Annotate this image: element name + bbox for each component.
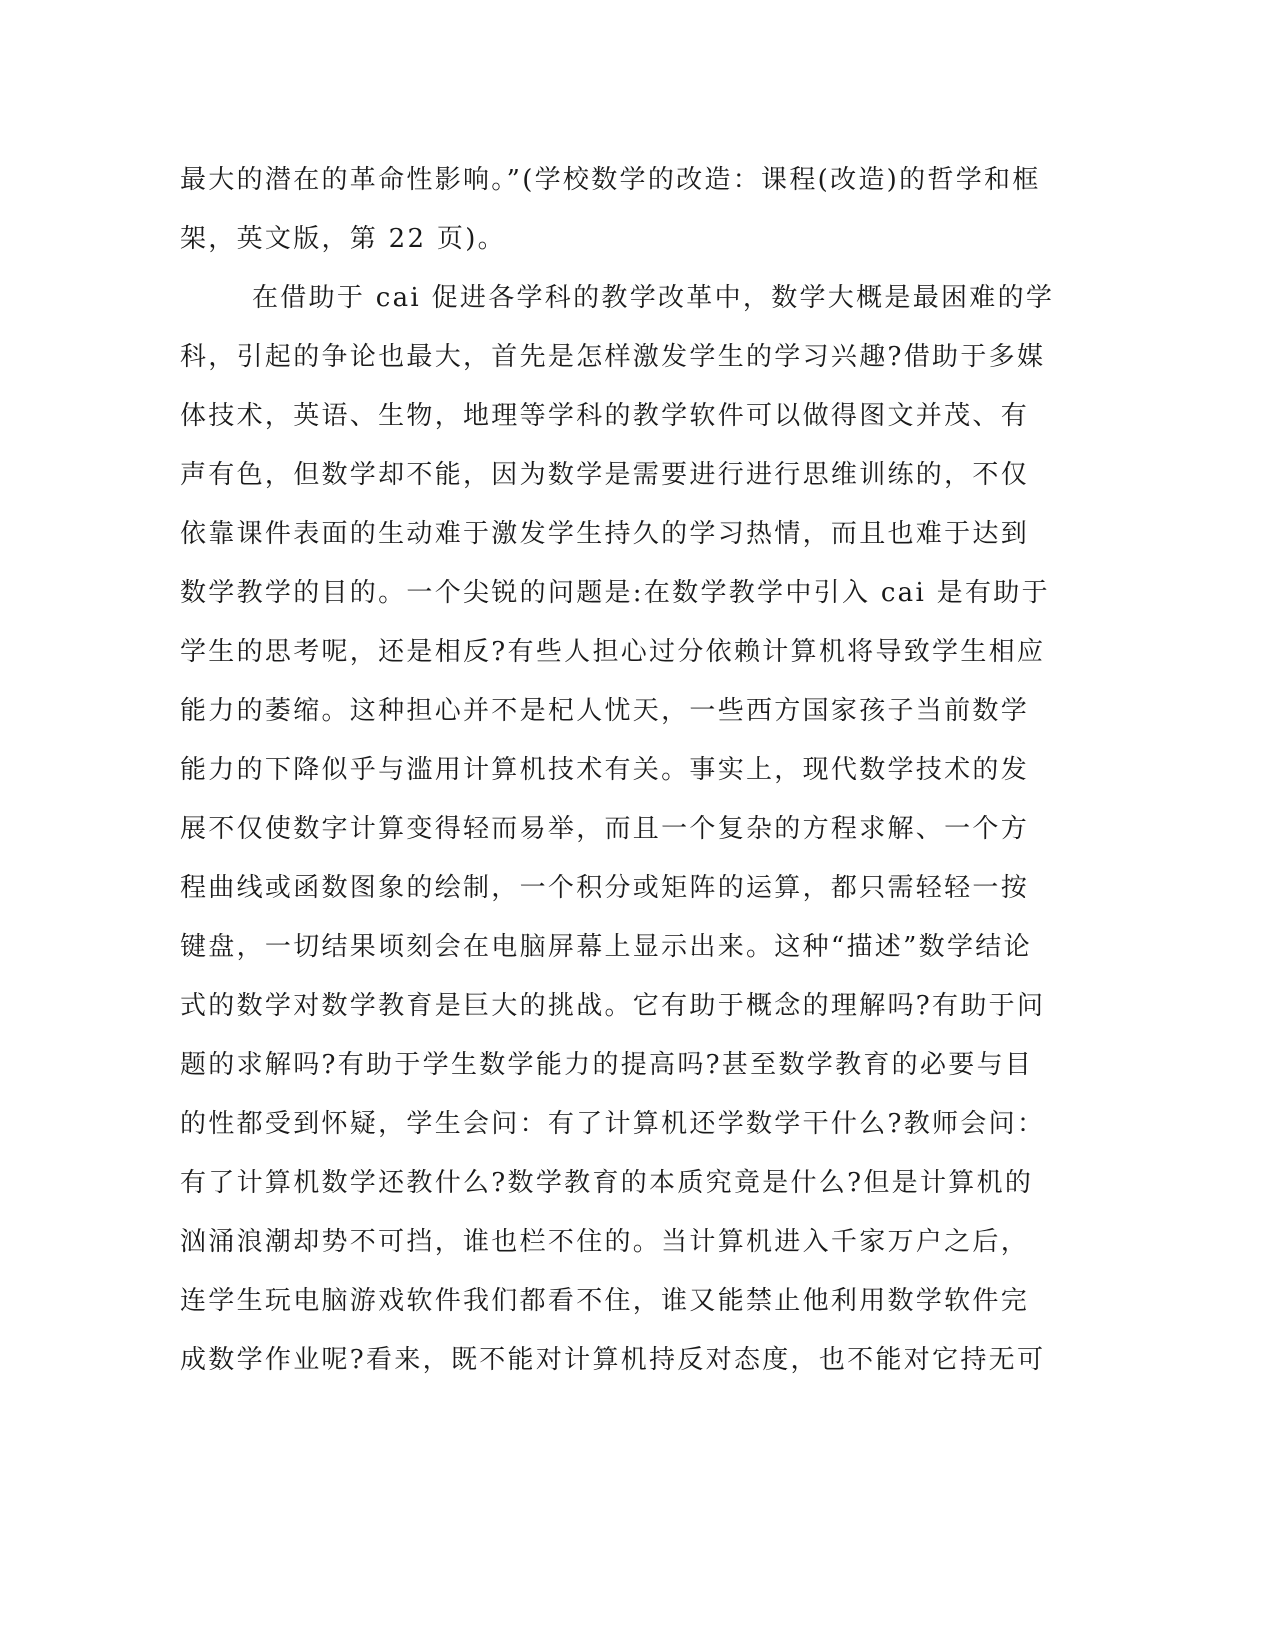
text-line: 有了计算机数学还教什么?数学教育的本质究竟是什么?但是计算机的 — [180, 1168, 1034, 1198]
text-line: 体技术，英语、生物，地理等学科的教学软件可以做得图文并茂、有 — [180, 401, 1030, 431]
text-line: 科，引起的争论也最大，首先是怎样激发学生的学习兴趣?借助于多媒 — [180, 342, 1046, 372]
text-line: 声有色，但数学却不能，因为数学是需要进行进行思维训练的，不仅 — [180, 460, 1030, 490]
text-line: 题的求解吗?有助于学生数学能力的提高吗?甚至数学教育的必要与目 — [180, 1050, 1034, 1080]
text-line: 成数学作业呢?看来，既不能对计算机持反对态度，也不能对它持无可 — [180, 1345, 1046, 1375]
text-line: 汹涌浪潮却势不可挡，谁也栏不住的。当计算机进入千家万户之后， — [180, 1227, 1030, 1257]
text-line: 式的数学对数学教育是巨大的挑战。它有助于概念的理解吗?有助于问 — [180, 991, 1046, 1021]
text-line: 的性都受到怀疑，学生会问：有了计算机还学数学干什么?教师会问： — [180, 1109, 1046, 1139]
text-line: 连学生玩电脑游戏软件我们都看不住，谁又能禁止他利用数学软件完 — [180, 1286, 1030, 1316]
paragraph-first-line: 在借助于 cai 促进各学科的教学改革中，数学大概是最困难的学 — [252, 283, 1055, 313]
text-line: 能力的萎缩。这种担心并不是杞人忧天，一些西方国家孩子当前数学 — [180, 696, 1030, 726]
text-line: 能力的下降似乎与滥用计算机技术有关。事实上，现代数学技术的发 — [180, 755, 1030, 785]
text-line: 键盘，一切结果顷刻会在电脑屏幕上显示出来。这种“描述”数学结论 — [180, 932, 1032, 962]
text-line: 学生的思考呢，还是相反?有些人担心过分依赖计算机将导致学生相应 — [180, 637, 1046, 667]
text-line: 依靠课件表面的生动难于激发学生持久的学习热情，而且也难于达到 — [180, 519, 1030, 549]
text-line: 架，英文版，第 22 页)。 — [180, 224, 506, 254]
text-line: 展不仅使数字计算变得轻而易举，而且一个复杂的方程求解、一个方 — [180, 814, 1030, 844]
text-line: 数学教学的目的。一个尖锐的问题是:在数学教学中引入 cai 是有助于 — [180, 578, 1050, 608]
text-line: 程曲线或函数图象的绘制，一个积分或矩阵的运算，都只需轻轻一按 — [180, 873, 1030, 903]
text-line: 最大的潜在的革命性影响。”(学校数学的改造：课程(改造)的哲学和框 — [180, 165, 1041, 195]
